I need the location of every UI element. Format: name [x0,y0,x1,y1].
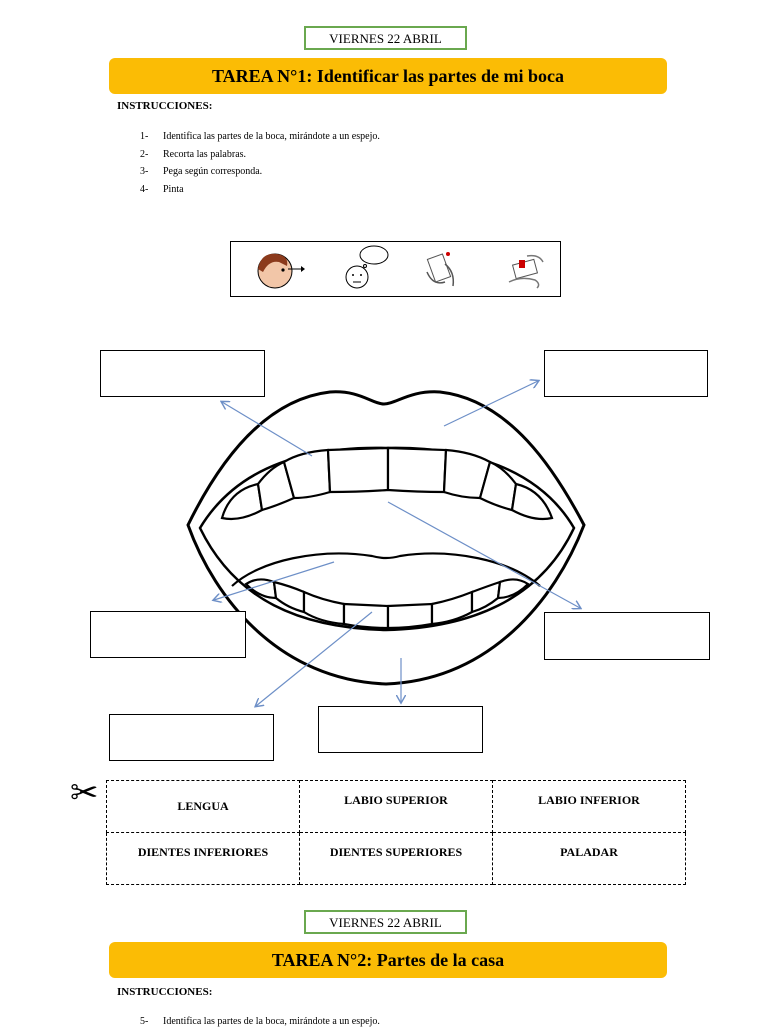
instructions-title: INSTRUCCIONES: [117,986,213,998]
label-box[interactable] [90,611,246,658]
date-label: VIERNES 22 ABRIL [304,910,467,934]
word-card[interactable]: LABIO INFERIOR [493,781,686,833]
step-item: 3- Pega según corresponda. [140,166,263,177]
cut-icon [427,252,453,286]
word-card[interactable]: LENGUA [107,781,300,833]
label-box[interactable] [109,714,274,761]
lower-teeth [246,579,528,628]
word-card[interactable]: DIENTES INFERIORES [107,833,300,885]
scissors-icon: ✂ [70,773,99,813]
label-box[interactable] [544,612,710,660]
label-box[interactable] [544,350,708,397]
step-item: 5- Identifica las partes de la boca, mirándote a un espejo. [140,1016,380,1027]
date-label: VIERNES 22 ABRIL [304,26,467,50]
label-box[interactable] [100,350,265,397]
instructions-list [140,1016,380,1034]
task1-title: TAREA N°1: Identificar las partes de mi boca [109,58,667,94]
word-card[interactable]: DIENTES SUPERIORES [300,833,493,885]
step-item: 2- Recorta las palabras. [140,148,247,160]
lips-outline [188,392,584,684]
think-icon [346,246,388,288]
instructions-list [140,131,380,201]
pointer-arrows [214,381,580,706]
pictogram-strip [230,241,561,297]
word-card[interactable]: LABIO SUPERIOR [300,781,493,833]
word-card[interactable]: PALADAR [493,833,686,885]
label-box[interactable] [318,706,483,753]
step-item: 1- Identifica las partes de la boca, mirándote a un espejo. [140,131,380,142]
upper-teeth [222,448,552,519]
mouth-opening [200,448,574,630]
step-item: 4- Pinta [140,183,184,195]
paste-icon [509,256,543,288]
look-icon [258,254,305,288]
instructions-title: INSTRUCCIONES: [117,100,213,112]
task2-title: TAREA N°2: Partes de la casa [109,942,667,978]
word-cards-table [106,780,686,885]
tongue [232,554,540,586]
